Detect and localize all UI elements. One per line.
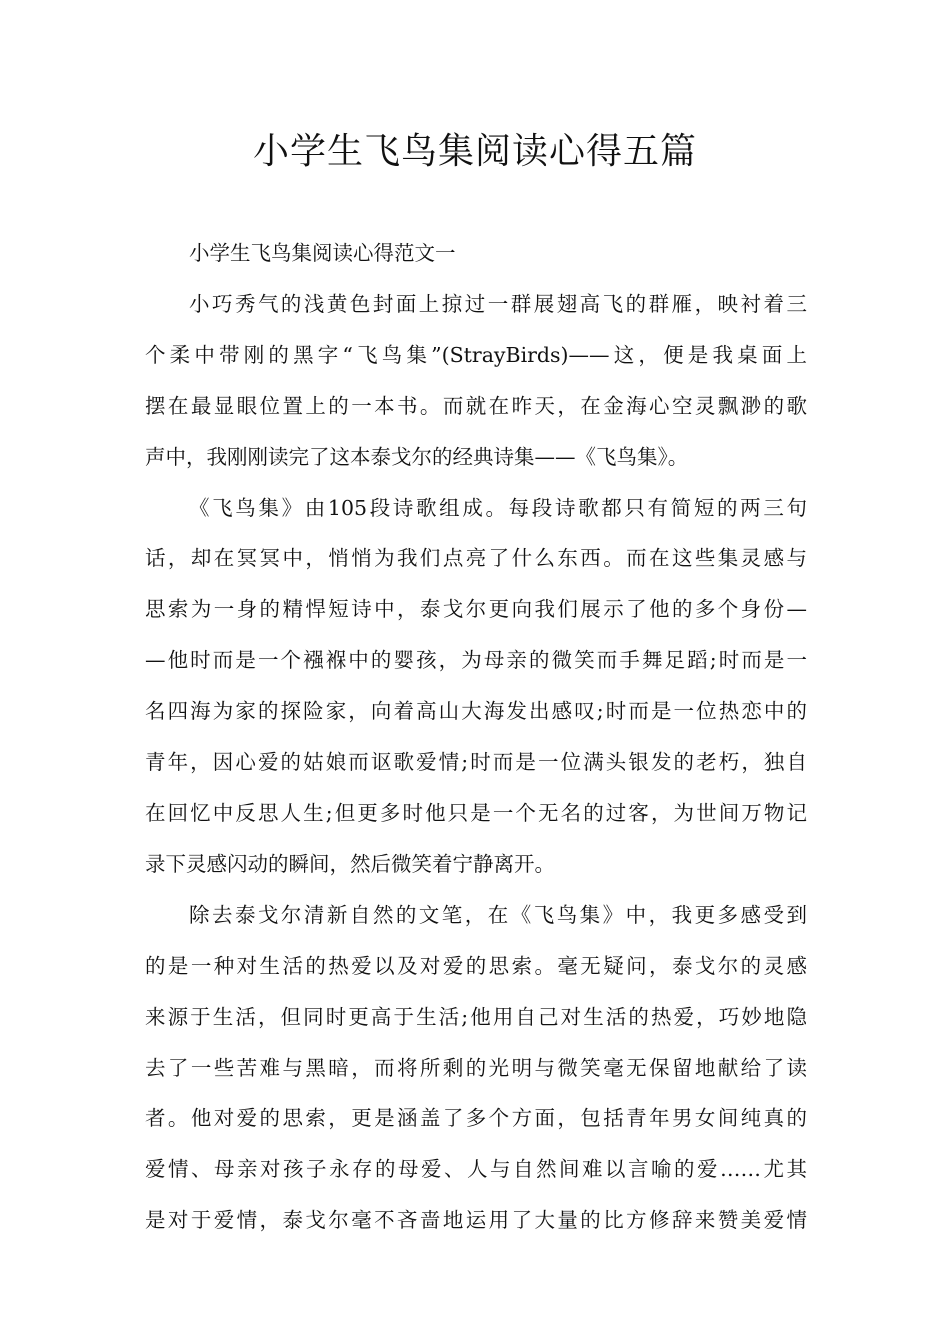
paragraph-2 xyxy=(145,483,807,890)
paragraph-line: 《飞鸟集》由105段诗歌组成。每段诗歌都只有简短的两三句 xyxy=(189,495,807,520)
paragraph-line: 小巧秀气的浅黄色封面上掠过一群展翅高飞的群雁，映衬着三 xyxy=(189,291,807,316)
paragraph-line: 的是一种对生活的热爱以及对爱的思索。毫无疑问，泰戈尔的灵感 xyxy=(145,953,807,978)
paragraph-line: 去了一些苦难与黑暗，而将所剩的光明与微笑毫无保留地献给了读 xyxy=(145,1055,807,1080)
paragraph-line: 思索为一身的精悍短诗中，泰戈尔更向我们展示了他的多个身份— xyxy=(145,597,807,622)
paragraph-line: 者。他对爱的思索，更是涵盖了多个方面，包括青年男女间纯真的 xyxy=(145,1106,807,1131)
paragraph-line: 个柔中带刚的黑字“飞鸟集”(StrayBirds)——这，便是我桌面上 xyxy=(145,342,807,367)
section-subtitle: 小学生飞鸟集阅读心得范文一 xyxy=(189,241,456,265)
paragraph-line: —他时而是一个襁褓中的婴孩，为母亲的微笑而手舞足蹈;时而是一 xyxy=(145,648,807,673)
paragraph-line: 爱情、母亲对孩子永存的母爱、人与自然间难以言喻的爱……尤其 xyxy=(145,1157,807,1182)
paragraph-line: 除去泰戈尔清新自然的文笔，在《飞鸟集》中，我更多感受到 xyxy=(189,902,807,927)
paragraph-line: 在回忆中反思人生;但更多时他只是一个无名的过客，为世间万物记 xyxy=(145,800,807,825)
paragraph-line: 录下灵感闪动的瞬间，然后微笑着宁静离开。 xyxy=(145,851,555,876)
paragraph-line: 是对于爱情，泰戈尔毫不吝啬地运用了大量的比方修辞来赞美爱情 xyxy=(145,1208,807,1233)
paragraph-line: 青年，因心爱的姑娘而讴歌爱情;时而是一位满头银发的老朽，独自 xyxy=(145,750,807,775)
paragraph-line: 来源于生活，但同时更高于生活;他用自己对生活的热爱，巧妙地隐 xyxy=(145,1004,807,1029)
paragraph-line: 摆在最显眼位置上的一本书。而就在昨天，在金海心空灵飘渺的歌 xyxy=(145,393,807,418)
paragraph-line: 声中，我刚刚读完了这本泰戈尔的经典诗集——《飞鸟集》。 xyxy=(145,444,689,469)
document-title: 小学生飞鸟集阅读心得五篇 xyxy=(252,131,697,172)
paragraph-line: 名四海为家的探险家，向着高山大海发出感叹;时而是一位热恋中的 xyxy=(145,699,807,724)
document-body xyxy=(145,228,807,1246)
paragraph-line: 话，却在冥冥中，悄悄为我们点亮了什么东西。而在这些集灵感与 xyxy=(145,546,807,571)
paragraph-3 xyxy=(145,890,807,1246)
paragraph-1 xyxy=(145,279,807,483)
